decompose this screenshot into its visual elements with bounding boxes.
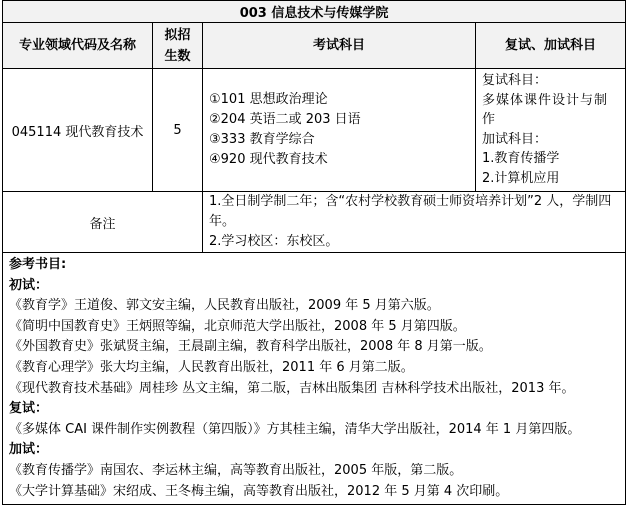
references-heading: 参考书目: [9,257,67,272]
retest-subjects: 复试科目： 多媒体课件设计与制 作 加试科目： 1.教育传播学 2.计算机应用 [476,69,626,192]
exam-subject: ③333 教育学综合 [209,132,315,147]
initial-label: 初试： [9,277,49,293]
note-text: 1.全日制学制二年；含“农村学校教育硕士师资培养计划”2 人，学制四年。 2.学习校区：东校区。 [203,192,626,253]
reference-item: 《外国教育史》张斌贤主编，王晨副主编，教育科学出版社，2008 年 8 月第一版。 [9,339,492,355]
references [3,253,626,505]
exam-subjects [203,69,476,192]
header-retest: 复试、加试科目 [476,23,626,69]
header-exam: 考试科目 [203,23,476,69]
exam-subject: ①101 思想政治理论 [209,92,328,107]
reference-item: 《现代教育技术基础》周桂珍 丛文主编，第二版，吉林出版集团 吉林科学技术出版社，2013 年。 [9,380,575,396]
exam-subject: ②204 英语二或 203 日语 [209,112,361,127]
reference-item: 《教育传播学》南国农、李运林主编，高等教育出版社，2005 年版，第二版。 [9,462,463,478]
reference-item: 《教育心理学》张大均主编，人民教育出版社，2011 年 6 月第二版。 [9,359,414,375]
header-field: 专业领域代码及名称 [3,23,153,69]
admissions-table [2,0,626,505]
note-label: 备注 [3,192,203,253]
reference-item: 《教育学》王道俊、郭文安主编，人民教育出版社，2009 年 5 月第六版。 [9,298,440,314]
reference-item: 《多媒体 CAI 课件制作实例教程（第四版）》方其桂主编，清华大学出版社，2014 年 1 月第四版。 [9,421,581,437]
extra-label: 加试： [9,442,49,458]
program-quota: 5 [153,69,203,192]
reference-item: 《大学计算基础》宋绍成、王冬梅主编，高等教育出版社，2012 年 5 月第 4 次印刷。 [9,483,509,499]
exam-subject: ④920 现代教育技术 [209,152,328,167]
header-quota: 拟招 生数 [153,23,203,69]
reference-item: 《简明中国教育史》王炳照等编，北京师范大学出版社，2008 年 5 月第四版。 [9,318,466,334]
retest-label: 复试： [9,401,49,417]
program-code-name: 045114 现代教育技术 [3,69,153,192]
college-title: 003 信息技术与传媒学院 [3,1,626,23]
